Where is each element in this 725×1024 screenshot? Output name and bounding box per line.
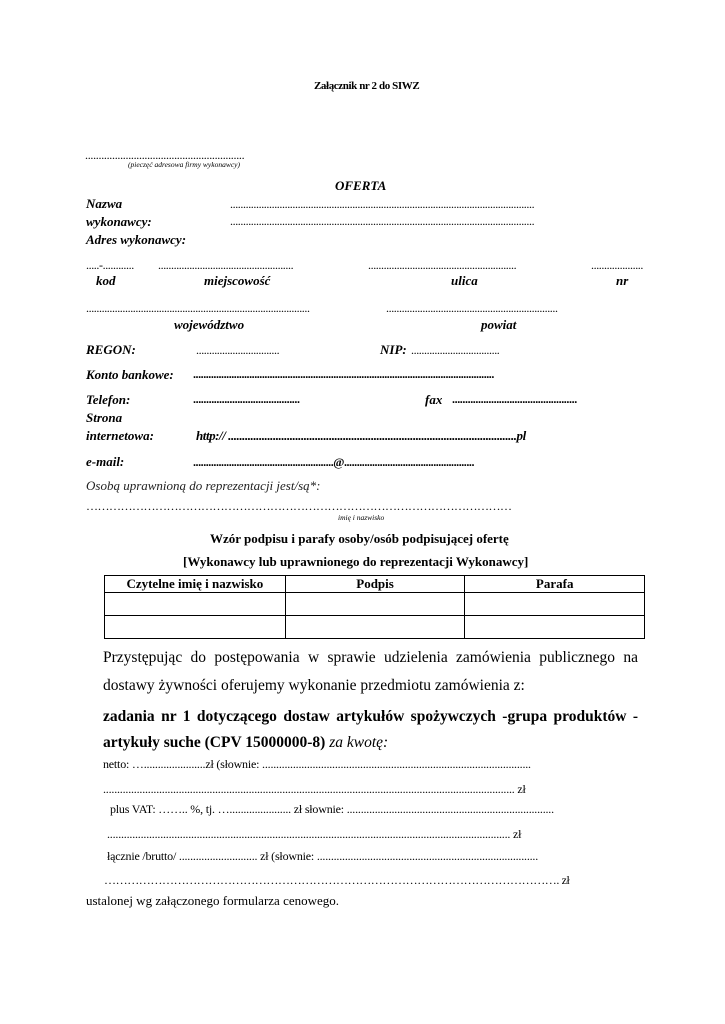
netto-line: netto: …......................zł (słownie: ................................................................................................ (103, 757, 531, 771)
signature-table (104, 575, 645, 639)
table-row (105, 616, 645, 639)
column-header-signature: Podpis (285, 576, 465, 593)
bank-account-label: Konto bankowe: (86, 367, 174, 382)
city-line: .................................................... (158, 258, 294, 272)
representative-line: ………………………………………………………………………………………………… (86, 499, 512, 513)
netto-continuation-line: ................................................................................................................................................... zł (103, 782, 526, 796)
vat-line: plus VAT: …….. %, tj. …...................... zł słownie: .......................................................................... (110, 802, 554, 816)
task-paragraph (103, 704, 638, 756)
email-line: .......................................................@................................................... (193, 455, 475, 469)
postal-code-label: kod (96, 273, 116, 288)
intro-paragraph: Przystępując do postępowania w sprawie udzielenia zamówienia publicznego na dostawy żywności oferujemy wykonanie przedmiotu zamówienia z: (103, 649, 638, 694)
task-amount-label: za kwotę: (329, 734, 389, 751)
phone-line: ......................................... (193, 392, 300, 406)
regon-label: REGON: (86, 342, 136, 357)
street-line: ......................................................... (368, 258, 517, 272)
street-label: ulica (451, 273, 478, 288)
representative-caption: imię i nazwisko (338, 513, 385, 522)
fax-label: fax (425, 392, 443, 407)
stamp-line: ........................................................... (85, 148, 245, 162)
regon-line: ................................ (196, 343, 280, 357)
contractor-name-label: Nazwa (86, 196, 123, 211)
contractor-name-label-2: wykonawcy: (86, 214, 152, 229)
name-cell[interactable] (105, 593, 286, 616)
price-form-note: ustalonej wg załączonego formularza cenowego. (86, 893, 340, 908)
brutto-line: łącznie /brutto/ ............................ zł (słownie: ............................................................................... (107, 849, 539, 863)
representative-label: Osobą uprawnioną do reprezentacji jest/są*: (86, 478, 321, 493)
column-header-name: Czytelne imię i nazwisko (105, 576, 286, 593)
signature-cell[interactable] (285, 616, 465, 639)
city-label: miejscowość (204, 273, 271, 288)
document-title: Załącznik nr 2 do SIWZ (314, 80, 420, 92)
initials-cell[interactable] (465, 593, 645, 616)
county-label: powiat (481, 317, 517, 332)
voivodeship-line: ...................................................................................... (86, 301, 310, 315)
address-label: Adres wykonawcy: (86, 232, 187, 247)
signature-heading: Wzór podpisu i parafy osoby/osób podpisującej ofertę (210, 531, 509, 546)
number-line: .................... (591, 258, 644, 272)
county-line: .................................................................. (386, 301, 558, 315)
brutto-continuation-line: ………………………………………………………………………………………………………. zł (104, 873, 570, 887)
offer-heading: OFERTA (335, 178, 387, 193)
table-row (105, 593, 645, 616)
nip-line: .................................. (411, 343, 500, 357)
contractor-name-line: ..................................................................................................................... (230, 197, 535, 211)
voivodeship-label: województwo (174, 317, 245, 332)
stamp-caption: (pieczęć adresowa firmy wykonawcy) (128, 160, 240, 169)
website-label: Strona (86, 410, 123, 425)
phone-label: Telefon: (86, 392, 131, 407)
task-description: zadania nr 1 dotyczącego dostaw artykułów spożywczych -grupa produktów - artykuły suche (CPV 15000000-8) (103, 708, 638, 751)
fax-line: ................................................ (452, 392, 577, 406)
nip-label: NIP: (380, 342, 407, 357)
signature-cell[interactable] (285, 593, 465, 616)
name-cell[interactable] (105, 616, 286, 639)
vat-continuation-line: ................................................................................................................................................ zł (107, 827, 522, 841)
website-label-2: internetowa: (86, 428, 154, 443)
postal-code-line: .....-............ (86, 258, 134, 272)
initials-cell[interactable] (465, 616, 645, 639)
column-header-initials: Parafa (465, 576, 645, 593)
bank-account-line: ...................................................................................................................... (193, 367, 494, 381)
signature-subheading: [Wykonawcy lub uprawnionego do reprezentacji Wykonawcy] (183, 554, 529, 569)
website-line: http:// .......................................................................................................pl (196, 428, 526, 443)
contractor-name-line-2: ..................................................................................................................... (230, 214, 535, 228)
email-label: e-mail: (86, 454, 125, 469)
number-label: nr (616, 273, 629, 288)
